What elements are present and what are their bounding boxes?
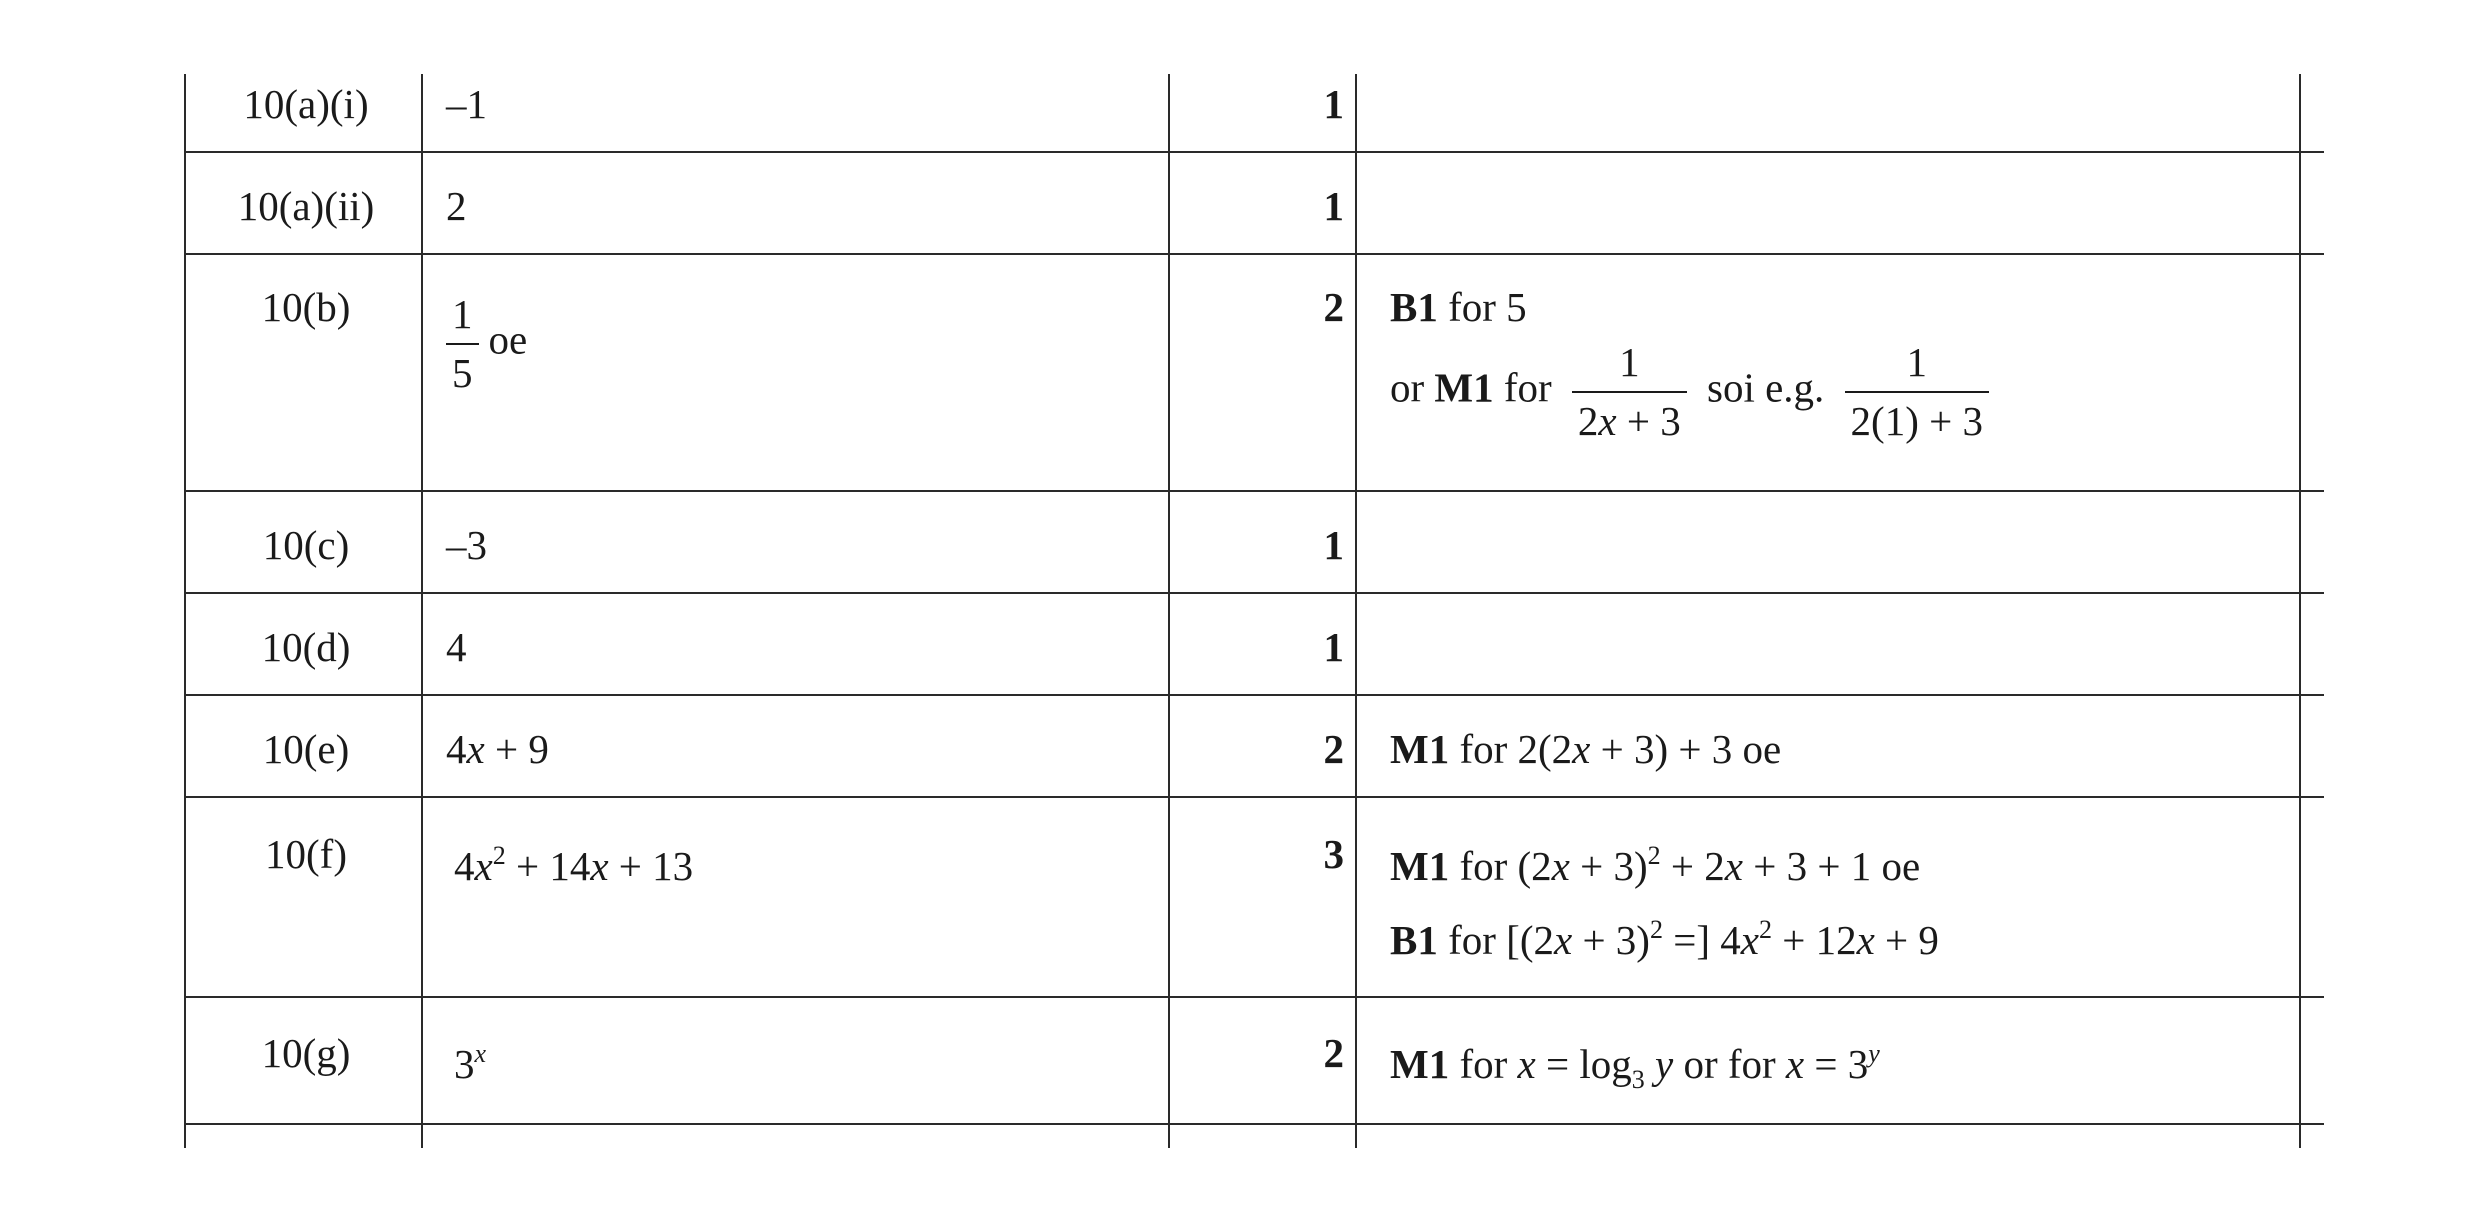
answer-fraction: $\frac{1}{5}$ <box>446 294 479 394</box>
answer: $4x^2 + 14x + 13$ <box>454 841 694 889</box>
column-divider <box>1168 74 1170 1148</box>
question-number: 10(f) <box>265 831 347 877</box>
row-divider <box>184 796 2324 798</box>
row-divider <box>184 996 2324 998</box>
row-divider <box>184 253 2324 255</box>
row-divider <box>184 1123 2324 1125</box>
guidance: M1 for 2(2x + 3) + 3 oe <box>1390 726 1782 772</box>
answer: 4x + 9 <box>446 726 549 772</box>
question-number: 10(a)(i) <box>243 81 369 127</box>
row-divider <box>184 694 2324 696</box>
guidance: M1 for $x = \log_3 y$ or for $x = 3^y$ <box>1390 1039 1880 1094</box>
column-divider <box>2299 74 2301 1148</box>
guidance: or M1 for $\frac{1}{2x + 3}$ soi e.g. $\frac{1}{2(1) + 3}$ <box>1390 342 1999 442</box>
column-divider <box>184 74 186 1148</box>
column-divider <box>421 74 423 1148</box>
column-divider <box>1355 74 1357 1148</box>
guidance: B1 for [$(2x + 3)^2$ =] $4x^2 + 12x + 9$ <box>1390 915 1939 963</box>
row-divider <box>184 151 2324 153</box>
marks: 1 <box>1323 624 1344 670</box>
marks: 3 <box>1323 831 1344 877</box>
question-number: 10(a)(ii) <box>237 183 375 229</box>
marks: 2 <box>1323 1030 1344 1076</box>
guidance-line: B1 for 5 <box>1390 284 1527 330</box>
question-number: 10(d) <box>261 624 351 670</box>
answer <box>446 291 528 396</box>
question-number: 10(b) <box>261 284 351 330</box>
answer: 3$^x$ <box>454 1039 487 1087</box>
guidance: M1 for $(2x + 3)^2 + 2x + 3 + 1$ oe <box>1390 841 1921 889</box>
answer: 2 <box>446 183 467 229</box>
question-number: 10(e) <box>262 726 350 772</box>
row-divider <box>184 490 2324 492</box>
answer: –1 <box>446 81 487 127</box>
marks: 2 <box>1323 284 1344 330</box>
answer-suffix: oe <box>488 316 528 363</box>
marks: 1 <box>1323 522 1344 568</box>
guidance-fraction: $\frac{1}{2x + 3}$ <box>1572 342 1687 442</box>
marks: 1 <box>1323 183 1344 229</box>
marks: 2 <box>1323 726 1344 772</box>
guidance-fraction: $\frac{1}{2(1) + 3}$ <box>1845 342 1989 442</box>
answer: –3 <box>446 522 487 568</box>
question-number: 10(c) <box>262 522 350 568</box>
marks: 1 <box>1323 81 1344 127</box>
row-divider <box>184 592 2324 594</box>
answer: 4 <box>446 624 467 670</box>
guidance <box>1390 284 1527 330</box>
question-number: 10(g) <box>261 1030 351 1076</box>
